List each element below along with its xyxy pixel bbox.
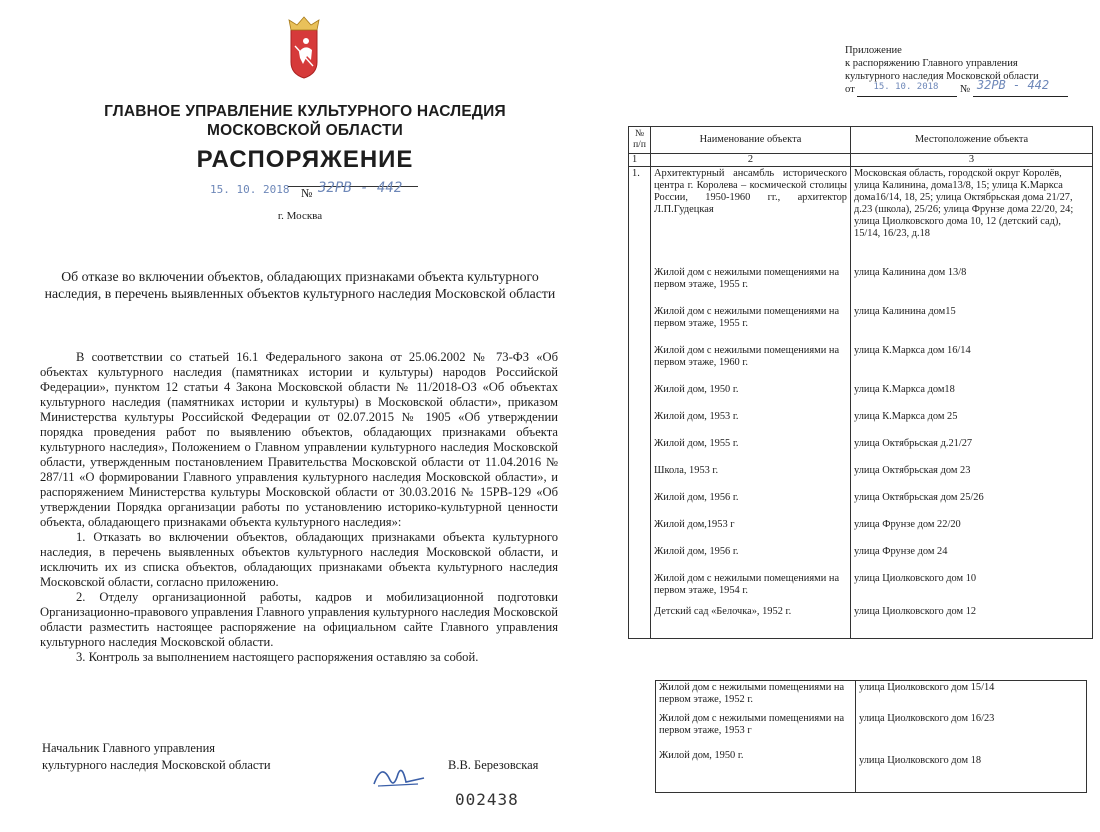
row-number	[629, 344, 651, 383]
appendix-number-stamp: 32PB - 442	[976, 78, 1050, 92]
object-location: Московская область, городской округ Королёв, улица Калинина, дома13/8, 15; улица К.Маркса дома16/14, 18, 25; улица Октябрьская дома 21/27, д.23 (школа), 25/26; улица Фрунзе дома 22/20, 24; улица Циолковского дома 10, 12 (детский сад), 15/14, 16/23, д.18	[851, 167, 1093, 267]
table-row	[656, 712, 1087, 749]
number-sign: №	[960, 84, 971, 95]
table-row	[629, 266, 1093, 305]
table-row	[656, 749, 1087, 793]
signer-title-line: культурного наследия Московской области	[42, 758, 271, 772]
order-number-stamp: 32PB - 442	[318, 180, 403, 196]
object-name: Жилой дом с нежилыми помещениями на первом этаже, 1955 г.	[651, 305, 851, 344]
object-name: Жилой дом, 1953 г.	[651, 410, 851, 437]
column-number: 1	[629, 154, 651, 167]
object-location: улица Циолковского дом 12	[851, 605, 1093, 639]
table-row	[629, 572, 1093, 605]
column-number: 2	[651, 154, 851, 167]
appendix-reference: к распоряжению Главного управления	[845, 58, 1018, 69]
object-name: Детский сад «Белочка», 1952 г.	[651, 605, 851, 639]
table-row	[629, 305, 1093, 344]
object-name: Жилой дом,1953 г	[651, 518, 851, 545]
number-sign: №	[301, 186, 313, 200]
table-header-row	[629, 127, 1093, 154]
row-number	[629, 605, 651, 639]
object-location: улица К.Маркса дом18	[851, 383, 1093, 410]
object-location: улица Фрунзе дом 24	[851, 545, 1093, 572]
appendix-page	[590, 0, 1100, 832]
object-location: улица Октябрьская д.21/27	[851, 437, 1093, 464]
row-number	[629, 518, 651, 545]
column-header: Наименование объекта	[651, 127, 851, 154]
objects-table-continuation	[655, 680, 1087, 793]
object-location: улица Циолковского дом 10	[851, 572, 1093, 605]
table-row	[629, 464, 1093, 491]
appendix-date-number	[845, 78, 1068, 97]
row-number	[629, 545, 651, 572]
object-name: Жилой дом, 1956 г.	[651, 545, 851, 572]
table-row	[629, 491, 1093, 518]
column-header: Местоположение объекта	[851, 127, 1093, 154]
column-header: № п/п	[629, 127, 651, 154]
table-row	[629, 605, 1093, 639]
row-number	[629, 266, 651, 305]
handwritten-signature	[368, 760, 428, 790]
object-name: Жилой дом с нежилыми помещениями на первом этаже, 1954 г.	[651, 572, 851, 605]
object-location: улица Циолковского дом 15/14	[856, 681, 1087, 713]
order-item-2: 2. Отделу организационной работы, кадров и мобилизационной подготовки Организационно-правового управления Главного управления культурного наследия Московской области разместить настоящее распоряжение на официальном сайте Главного управления культурного наследия Московской области.	[40, 590, 558, 649]
row-number	[629, 572, 651, 605]
object-location: улица Калинина дом 13/8	[851, 266, 1093, 305]
moscow-region-coat-of-arms-icon	[285, 14, 323, 82]
row-number	[629, 305, 651, 344]
object-location: улица К.Маркса дом 16/14	[851, 344, 1093, 383]
column-number-row	[629, 154, 1093, 167]
objects-table	[628, 126, 1093, 639]
object-location: улица Циолковского дом 16/23	[856, 712, 1087, 749]
order-body	[40, 350, 558, 665]
order-item-1: 1. Отказать во включении объектов, обладающих признаками объекта культурного наследия, в перечень выявленных объектов культурного наследия Московской области, и исключить их из списка объектов, обладающих признаками объекта культурного наследия Московской области, согласно приложению.	[40, 530, 558, 589]
row-number	[629, 410, 651, 437]
object-location: улица Циолковского дом 18	[856, 749, 1087, 793]
number-field	[973, 78, 1068, 97]
table-row	[629, 410, 1093, 437]
object-location: улица К.Маркса дом 25	[851, 410, 1093, 437]
appendix-header	[845, 44, 1068, 97]
object-name: Жилой дом, 1950 г.	[656, 749, 856, 793]
from-label: от	[845, 84, 855, 95]
signer-title	[42, 740, 271, 774]
subject-line: наследия, в перечень выявленных объектов культурного наследия Московской области	[44, 286, 556, 301]
agency-name-line2: МОСКОВСКОЙ ОБЛАСТИ	[207, 122, 403, 139]
signer-name: В.В. Березовская	[448, 758, 539, 772]
table-row	[656, 681, 1087, 713]
object-name: Жилой дом с нежилыми помещениями на первом этаже, 1953 г	[656, 712, 856, 749]
table-row	[629, 437, 1093, 464]
appendix-reference: культурного наследия Московской области	[845, 71, 1039, 82]
document-type-heading: РАСПОРЯЖЕНИЕ	[196, 146, 414, 173]
table-row	[629, 167, 1093, 267]
table-row	[629, 344, 1093, 383]
object-name: Жилой дом, 1956 г.	[651, 491, 851, 518]
object-name: Школа, 1953 г.	[651, 464, 851, 491]
order-item-3: 3. Контроль за выполнением настоящего распоряжения оставляю за собой.	[76, 650, 479, 664]
row-number	[629, 491, 651, 518]
table-row	[629, 383, 1093, 410]
row-number	[629, 383, 651, 410]
object-name: Архитектурный ансамбль исторического центра г. Королева – космической столицы России, 1950-1960 гг., архитектор Л.П.Гудецкая	[651, 167, 851, 267]
object-location: улица Фрунзе дом 22/20	[851, 518, 1093, 545]
object-name: Жилой дом с нежилыми помещениями на первом этаже, 1952 г.	[656, 681, 856, 713]
appendix-title: Приложение	[845, 45, 902, 56]
signer-title-line: Начальник Главного управления	[42, 741, 216, 755]
appendix-date-stamp: 15. 10. 2018	[873, 82, 939, 92]
date-field	[857, 83, 957, 97]
serial-number: 002438	[455, 790, 519, 809]
agency-name-line1: ГЛАВНОЕ УПРАВЛЕНИЕ КУЛЬТУРНОГО НАСЛЕДИЯ	[104, 103, 506, 120]
city: г. Москва	[277, 210, 323, 222]
order-subject	[30, 268, 570, 302]
object-name: Жилой дом, 1950 г.	[651, 383, 851, 410]
column-number: 3	[851, 154, 1093, 167]
preamble-paragraph: В соответствии со статьей 16.1 Федерального закона от 25.06.2002 № 73-ФЗ «Об объектах культурного наследия (памятниках истории и культуры) народов Российской Федерации», пунктом 12 статьи 4 Закона Московской области № 11/2018-ОЗ «Об объектах культурного наследия (памятниках истории и культуры) в Московской области», приказом Министерства культуры Российской Федерации от 02.07.2015 № 1905 «Об утверждении порядка проведения работ по выявлению объектов, обладающих признаками объекта культурного наследия», Положением о Главном управлении культурного наследия Московской области, утвержденным постановлением Правительства Московской области от 11.04.2016 № 287/11 «О формировании Главного управления культурного наследия Московской области», и распоряжением Министерства культуры Московской области от 30.03.2016 № 15РВ-129 «Об утверждении Порядка организации работы по установлению историко-культурной ценности объекта, обладающего признаками объекта культурного наследия»:	[40, 350, 558, 529]
object-location: улица Октябрьская дом 25/26	[851, 491, 1093, 518]
row-number	[629, 437, 651, 464]
object-name: Жилой дом с нежилыми помещениями на первом этаже, 1960 г.	[651, 344, 851, 383]
object-location: улица Октябрьская дом 23	[851, 464, 1093, 491]
row-number: 1.	[629, 167, 651, 267]
subject-line: Об отказе во включении объектов, обладающих признаками объекта культурного	[61, 269, 539, 284]
date-stamp: 15. 10. 2018	[210, 183, 290, 196]
table-row	[629, 545, 1093, 572]
object-name: Жилой дом с нежилыми помещениями на первом этаже, 1955 г.	[651, 266, 851, 305]
object-name: Жилой дом, 1955 г.	[651, 437, 851, 464]
object-location: улица Калинина дом15	[851, 305, 1093, 344]
table-row	[629, 518, 1093, 545]
row-number	[629, 464, 651, 491]
